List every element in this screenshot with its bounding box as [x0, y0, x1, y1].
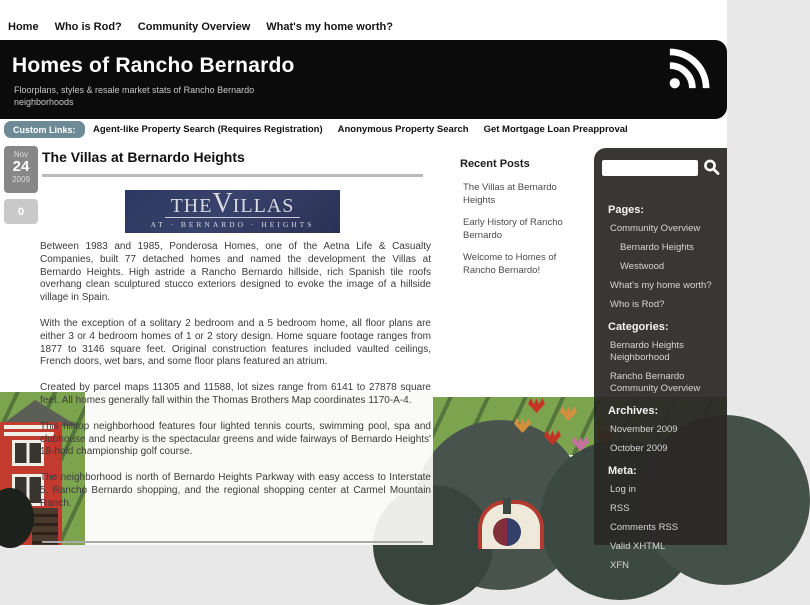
- recent-post-link[interactable]: Welcome to Homes of Rancho Bernardo!: [463, 252, 557, 276]
- recent-posts-list: [460, 181, 578, 277]
- custom-link[interactable]: Get Mortgage Loan Preapproval: [483, 124, 628, 135]
- search-icon[interactable]: [702, 158, 721, 177]
- article-paragraph: The neighborhood is north of Bernardo Heights Parkway with easy access to Interstate 5, Rancho Bernardo shopping, and the regional shopping center at Carmel Mountain Ranch.: [40, 472, 431, 509]
- article-paragraph: Created by parcel maps 11305 and 11588, lot sizes range from 6141 to 27878 square feet. All homes generally fall within the Thomas Brothers Map coordinates 1170-A-4.: [40, 382, 431, 406]
- meta-list: [608, 484, 720, 572]
- recent-posts-heading: Recent Posts: [460, 158, 530, 170]
- logo-text: THE: [170, 195, 213, 217]
- recent-post-link[interactable]: The Villas at Bernardo Heights: [463, 182, 557, 206]
- sidebar-link[interactable]: RSS: [610, 503, 630, 514]
- sidebar-heading-meta: Meta:: [608, 465, 637, 477]
- custom-links-bar: [0, 119, 727, 140]
- sidebar: [594, 148, 727, 571]
- sidebar-link[interactable]: November 2009: [610, 424, 678, 435]
- sidebar-heading-categories: Categories:: [608, 321, 669, 333]
- post-title[interactable]: The Villas at Bernardo Heights: [42, 149, 245, 165]
- date-year: 2009: [12, 175, 30, 184]
- search-row: [602, 158, 721, 177]
- boat-shape: [478, 500, 544, 549]
- sidebar-link[interactable]: Bernardo Heights: [620, 242, 694, 253]
- sidebar-link[interactable]: Community Overview: [610, 223, 701, 234]
- logo-text: ILLAS: [232, 195, 295, 217]
- article-paragraph: This hilltop neighborhood features four lighted tennis courts, swimming pool, spa and clubhouse and nearby is the spectacular greens and wide fairways of Bernardo Heights' 18-hold championship golf course.: [40, 420, 431, 458]
- sidebar-link[interactable]: Comments RSS: [610, 522, 679, 533]
- search-input[interactable]: [602, 160, 698, 176]
- recent-posts: [460, 158, 578, 286]
- rss-icon[interactable]: [664, 47, 711, 94]
- title-divider: [42, 174, 423, 177]
- custom-link[interactable]: Anonymous Property Search: [337, 124, 469, 135]
- date-day: 24: [12, 158, 30, 175]
- recent-post-link[interactable]: Early History of Rancho Bernardo: [463, 217, 563, 241]
- sidebar-heading-archives: Archives:: [608, 405, 659, 417]
- sidebar-link[interactable]: XFN: [610, 560, 629, 571]
- top-nav-link[interactable]: Community Overview: [137, 21, 251, 33]
- categories-list: [608, 340, 720, 395]
- custom-links: [93, 121, 628, 138]
- sidebar-link[interactable]: What's my home worth?: [610, 280, 712, 291]
- site-title[interactable]: Homes of Rancho Bernardo: [12, 54, 295, 77]
- site-header: [0, 40, 727, 119]
- sidebar-link[interactable]: Log in: [610, 484, 636, 495]
- sidebar-link[interactable]: Rancho Bernardo Community Overview: [610, 371, 701, 394]
- custom-links-label: Custom Links:: [4, 121, 85, 138]
- sidebar-link[interactable]: Westwood: [620, 261, 665, 272]
- villas-logo-image: [125, 190, 340, 233]
- sidebar-link[interactable]: October 2009: [610, 443, 668, 454]
- comment-count-badge[interactable]: 0: [4, 199, 38, 224]
- top-nav-link[interactable]: Home: [8, 21, 39, 33]
- article-paragraph: With the exception of a solitary 2 bedroom and a 5 bedroom home, all floor plans are either 3 or 4 bedroom homes of 1 or 2 story design. Home square footage ranges from 1877 to 3146 square feet. Original construction features included vaulted ceilings, French doors, wet bars, and some floor plans featured an atrium.: [40, 317, 431, 368]
- sidebar-link[interactable]: Who is Rod?: [610, 299, 665, 310]
- logo-subtext: AT · BERNARDO · HEIGHTS: [150, 220, 315, 229]
- custom-link[interactable]: Agent-like Property Search (Requires Registration): [93, 124, 323, 135]
- site-subtitle: Floorplans, styles & resale market stats of Rancho Bernardo neighborhoods: [14, 85, 255, 107]
- sidebar-heading-pages: Pages:: [608, 204, 645, 216]
- article-paragraph: Between 1983 and 1985, Ponderosa Homes, one of the Aetna Life & Casualty Companies, built 77 detached homes and named the development the Villas at Bernardo Heights. High astride a Rancho Bernardo hillside, rich Spanish tile roofs overhang clean sculptured stucco exteriors designed to evoke the image of a hillside village in Spain.: [40, 241, 431, 304]
- top-nav-link[interactable]: Who is Rod?: [54, 21, 122, 33]
- pages-list: [608, 223, 720, 311]
- top-nav-link[interactable]: What's my home worth?: [266, 21, 393, 33]
- logo-text: V: [212, 188, 233, 219]
- post-date-badge: [4, 146, 38, 193]
- article-body: [40, 241, 431, 524]
- sidebar-link[interactable]: Bernardo Heights Neighborhood: [610, 340, 684, 363]
- archives-list: [608, 424, 720, 455]
- top-navigation: [8, 21, 393, 33]
- content-bottom-divider: [42, 541, 423, 543]
- sidebar-link[interactable]: Valid XHTML: [610, 541, 666, 552]
- date-month: Nov: [13, 150, 29, 159]
